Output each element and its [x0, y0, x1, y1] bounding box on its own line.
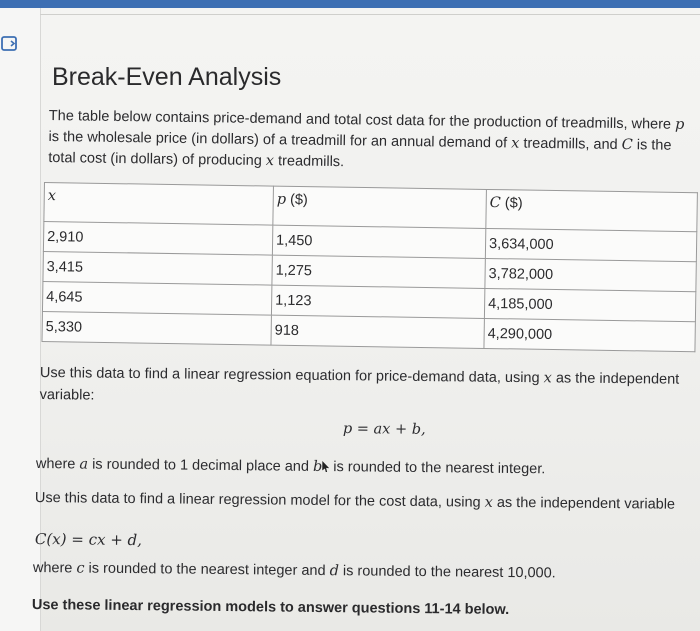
cell-c: 3,634,000 — [485, 228, 696, 261]
window-top-strip — [0, 0, 700, 8]
header-p-unit: ($) — [289, 191, 308, 209]
top-divider — [40, 14, 700, 15]
cell-p: 1,450 — [272, 225, 485, 258]
var-a: a — [79, 456, 89, 473]
para-text: where — [35, 456, 76, 473]
para-text: Use this data to find a linear regression model for the cost data, using — [34, 490, 481, 511]
header-x-label: x — [47, 188, 57, 205]
para-text: Use this data to find a linear regression equation for price-demand data, using — [39, 364, 540, 387]
final-instruction: Use these linear regression models to answer questions 11-14 below. — [31, 597, 510, 618]
var-x: x — [265, 153, 275, 170]
intro-text: is the — [636, 137, 672, 154]
para-text: is rounded to the nearest 10,000. — [342, 563, 556, 582]
cell-x: 3,415 — [43, 251, 272, 285]
intro-text: treadmills, and — [523, 135, 618, 153]
header-x — [44, 183, 274, 226]
para-text: is rounded to the nearest integer. — [333, 459, 546, 478]
regression-instruction-1 — [40, 362, 680, 413]
cell-p: 1,123 — [271, 285, 484, 318]
var-x: x — [543, 370, 552, 387]
cell-x: 4,645 — [42, 281, 271, 315]
var-d: d — [329, 563, 339, 580]
intro-text: is the wholesale price (in dollars) of a treadmill for an annual demand of — [48, 128, 508, 152]
header-p — [273, 186, 487, 228]
header-c-unit: ($) — [504, 195, 523, 212]
price-demand-equation: p = ax + b, — [342, 421, 426, 438]
para-text: as the independent — [555, 370, 680, 388]
intro-text: total cost (in dollars) of producing — [48, 149, 262, 169]
cell-c: 4,290,000 — [484, 318, 695, 351]
data-table — [41, 182, 697, 352]
header-c-var: C — [489, 195, 501, 212]
var-x: x — [484, 494, 493, 511]
para-text: variable: — [39, 386, 95, 404]
mouse-cursor-icon — [322, 461, 329, 472]
header-c — [486, 189, 698, 231]
var-c: C — [621, 137, 633, 154]
cell-c: 4,185,000 — [484, 288, 695, 321]
para-text: is rounded to the nearest integer and — [88, 560, 326, 580]
cell-p: 918 — [271, 315, 484, 348]
para-text: is rounded to 1 decimal place and — [92, 456, 310, 475]
cell-x: 2,910 — [43, 222, 272, 256]
para-text: as the independent variable — [496, 494, 676, 513]
collapse-panel-icon[interactable] — [1, 33, 23, 55]
intro-paragraph — [48, 106, 699, 178]
intro-text: The table below contains price-demand and total cost data for the production of treadmills, where — [48, 107, 672, 133]
var-p: p — [674, 116, 685, 133]
cost-equation: C(x) = cx + d, — [34, 530, 143, 550]
var-c: c — [76, 560, 85, 577]
header-p-var: p — [276, 191, 287, 208]
var-x: x — [511, 135, 520, 152]
cell-x: 5,330 — [42, 311, 271, 345]
page-title: Break-Even Analysis — [52, 63, 282, 91]
cell-c: 3,782,000 — [485, 258, 696, 291]
intro-text: treadmills. — [277, 153, 345, 171]
para-text: where — [32, 560, 73, 577]
var-b: b — [312, 458, 323, 475]
cell-p: 1,275 — [272, 255, 485, 288]
